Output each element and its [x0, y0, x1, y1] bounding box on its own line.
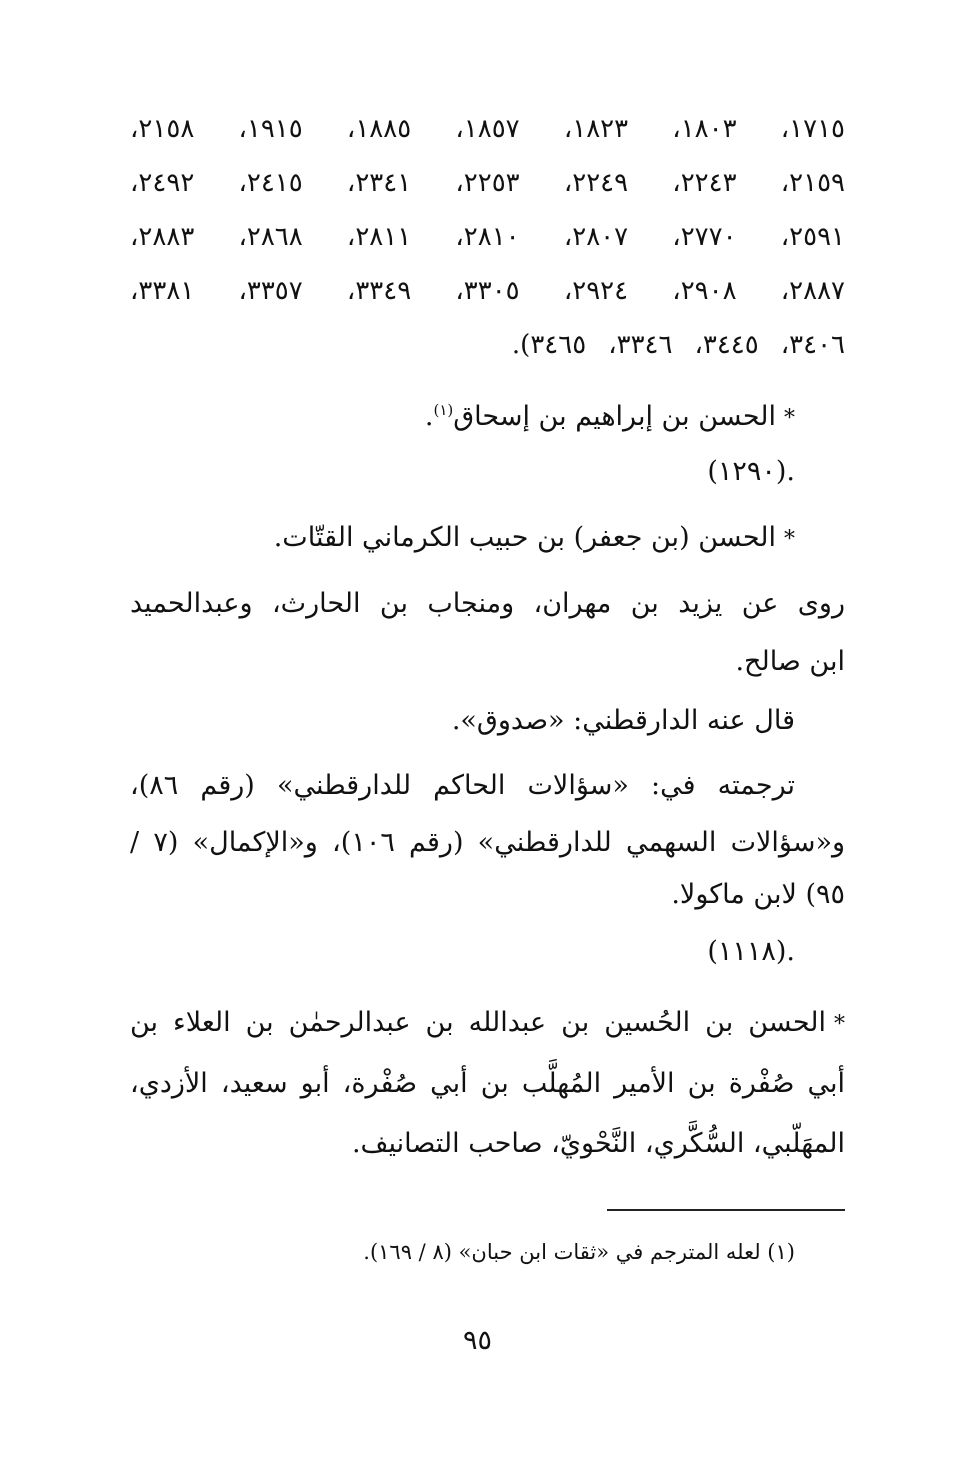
reference-number: ٢٧٧٠، — [672, 222, 737, 252]
entry-text-line: ٩٥) لابن ماكولا. — [671, 879, 845, 910]
reference-number: ٢٨١٠، — [455, 222, 520, 252]
reference-number: ٢٨١١، — [346, 222, 412, 252]
reference-number: ١٩١٥، — [238, 114, 303, 144]
footnote-separator — [607, 1209, 845, 1211]
reference-number: ٢١٥٩، — [780, 168, 845, 198]
entry-text-line: روى عن يزيد بن مهران، ومنجاب بن الحارث، وعبدالحميد — [130, 588, 845, 619]
reference-number: ٢٨٠٧، — [563, 222, 629, 252]
footnote: (١) لعله المترجم في «ثقات ابن حبان» (٨ / ١٦٩). — [363, 1240, 795, 1264]
reference-row-3 — [130, 220, 845, 254]
reference-number: ٢٨٦٨، — [238, 222, 303, 252]
reference-number: ٢٤١٥، — [238, 168, 303, 198]
entry-text-line: المهَلّبي، السُّكَّري، النَّحْويّ، صاحب التصانيف. — [351, 1128, 845, 1159]
reference-number: ١٨٥٧، — [455, 114, 520, 144]
entry-text-line: قال عنه الدارقطني: «صدوق». — [451, 705, 795, 736]
page-number: ٩٥ — [462, 1325, 492, 1356]
reference-number: ٢٨٨٧، — [780, 276, 845, 306]
reference-number: ٣٤٤٥، — [694, 330, 759, 360]
entry-name: الحسن (بن جعفر) بن حبيب الكرماني القتّات. — [273, 522, 776, 553]
reference-row-5 — [130, 328, 845, 362]
heading-end: . — [424, 401, 434, 432]
reference-number: ٢٨٨٣، — [130, 222, 195, 252]
reference-number: ٢٤٩٢، — [130, 168, 195, 198]
reference-number: ٢٣٤١، — [346, 168, 412, 198]
reference-number: ٢٢٤٩، — [563, 168, 629, 198]
entry-star-marker: * — [784, 527, 795, 552]
reference-number: ٣٣٥٧، — [238, 276, 303, 306]
reference-row-4 — [130, 274, 845, 308]
entry-text-line: أبي صُفْرة بن الأمير المُهلَّب بن أبي صُفْرة، أبو سعيد، الأزدي، — [130, 1068, 845, 1099]
reference-number: ٣٤٠٦، — [780, 330, 845, 360]
reference-number: ٣٣٠٥، — [455, 276, 520, 306]
reference-row-2 — [130, 166, 845, 200]
reference-number: ٢٩٠٨، — [672, 276, 737, 306]
entry-text-line: ترجمته في: «سؤالات الحاكم للدارقطني» (رقم ٨٦)، — [130, 770, 795, 801]
entry-heading — [130, 520, 795, 558]
entry-reference: .(١١١٨) — [707, 936, 795, 967]
reference-number: ١٨٢٣، — [563, 114, 629, 144]
entry-heading — [130, 1005, 845, 1043]
reference-number: ٢٩٢٤، — [563, 276, 629, 306]
reference-number: ٣٣٨١، — [130, 276, 195, 306]
reference-number: ١٨٠٣، — [672, 114, 737, 144]
reference-row-1 — [130, 112, 845, 146]
reference-number: ١٨٨٥، — [346, 114, 412, 144]
entry-text-line: ابن صالح. — [735, 646, 845, 677]
entry-name: الحسن بن إبراهيم بن إسحاق — [453, 401, 776, 432]
entry-star-marker: * — [834, 1012, 845, 1037]
reference-number: ٢٢٥٣، — [455, 168, 520, 198]
reference-number: ٣٣٤٦، — [608, 330, 673, 360]
footnote-marker: (١) — [433, 401, 454, 419]
reference-number: ٣٣٤٩، — [346, 276, 412, 306]
reference-number: ٢١٥٨، — [130, 114, 195, 144]
entry-reference: .(١٢٩٠) — [707, 456, 795, 487]
entry-heading — [130, 392, 795, 437]
entry-star-marker: * — [784, 406, 795, 431]
reference-number: ٢٢٤٣، — [672, 168, 737, 198]
reference-number: ٢٥٩١، — [780, 222, 845, 252]
entry-name: الحسن بن الحُسين بن عبدالله بن عبدالرحمٰن بن العلاء بن — [130, 1007, 826, 1038]
reference-number: ١٧١٥، — [780, 114, 845, 144]
entry-text-line: و«سؤالات السهمي للدارقطني» (رقم ١٠٦)، و«الإكمال» (٧ / — [130, 827, 846, 858]
reference-number: ٣٤٦٥). — [511, 330, 587, 360]
